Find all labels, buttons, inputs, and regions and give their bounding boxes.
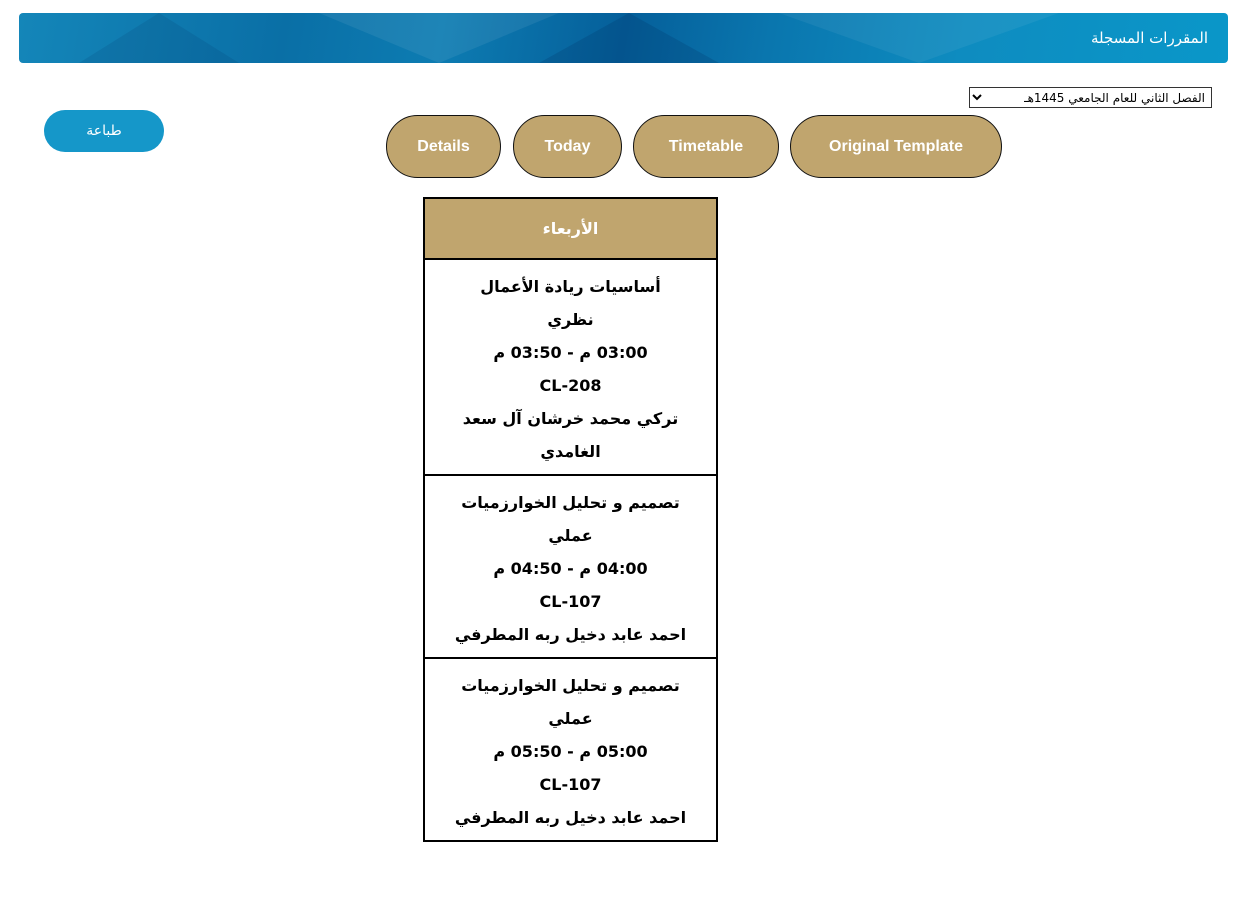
room-code: CL-208 xyxy=(539,376,602,395)
semester-select[interactable] xyxy=(969,87,1212,108)
header-decoration xyxy=(79,13,239,63)
session-time: 05:00 م - 05:50 م xyxy=(493,742,648,761)
instructor-name: احمد عابد دخيل ربه المطرفي xyxy=(454,625,687,644)
course-name: تصميم و تحليل الخوارزميات xyxy=(461,493,680,512)
page-title: المقررات المسجلة xyxy=(1090,29,1208,47)
header-decoration xyxy=(779,13,1059,63)
timetable-slot xyxy=(425,476,716,659)
print-button[interactable]: طباعة xyxy=(44,110,164,152)
session-type: نظري xyxy=(547,310,594,329)
timetable-slot xyxy=(425,260,716,476)
timetable xyxy=(423,197,718,842)
session-type: عملي xyxy=(548,709,593,728)
today-button[interactable]: Today xyxy=(513,115,622,178)
session-time: 03:00 م - 03:50 م xyxy=(493,343,648,362)
room-code: CL-107 xyxy=(539,775,602,794)
session-type: عملي xyxy=(548,526,593,545)
course-name: أساسيات ريادة الأعمال xyxy=(480,277,661,296)
details-button[interactable]: Details xyxy=(386,115,501,178)
instructor-name: تركي محمد خرشان آل سعد الغامدي xyxy=(462,409,679,461)
room-code: CL-107 xyxy=(539,592,602,611)
instructor-name: احمد عابد دخيل ربه المطرفي xyxy=(454,808,687,827)
original-template-button[interactable]: Original Template xyxy=(790,115,1002,178)
timetable-slot xyxy=(425,659,716,840)
course-name: تصميم و تحليل الخوارزميات xyxy=(461,676,680,695)
timetable-button[interactable]: Timetable xyxy=(633,115,779,178)
page-header-banner xyxy=(19,13,1228,63)
day-header: الأربعاء xyxy=(425,199,716,260)
header-decoration xyxy=(539,13,719,63)
session-time: 04:00 م - 04:50 م xyxy=(493,559,648,578)
header-decoration xyxy=(319,13,559,63)
